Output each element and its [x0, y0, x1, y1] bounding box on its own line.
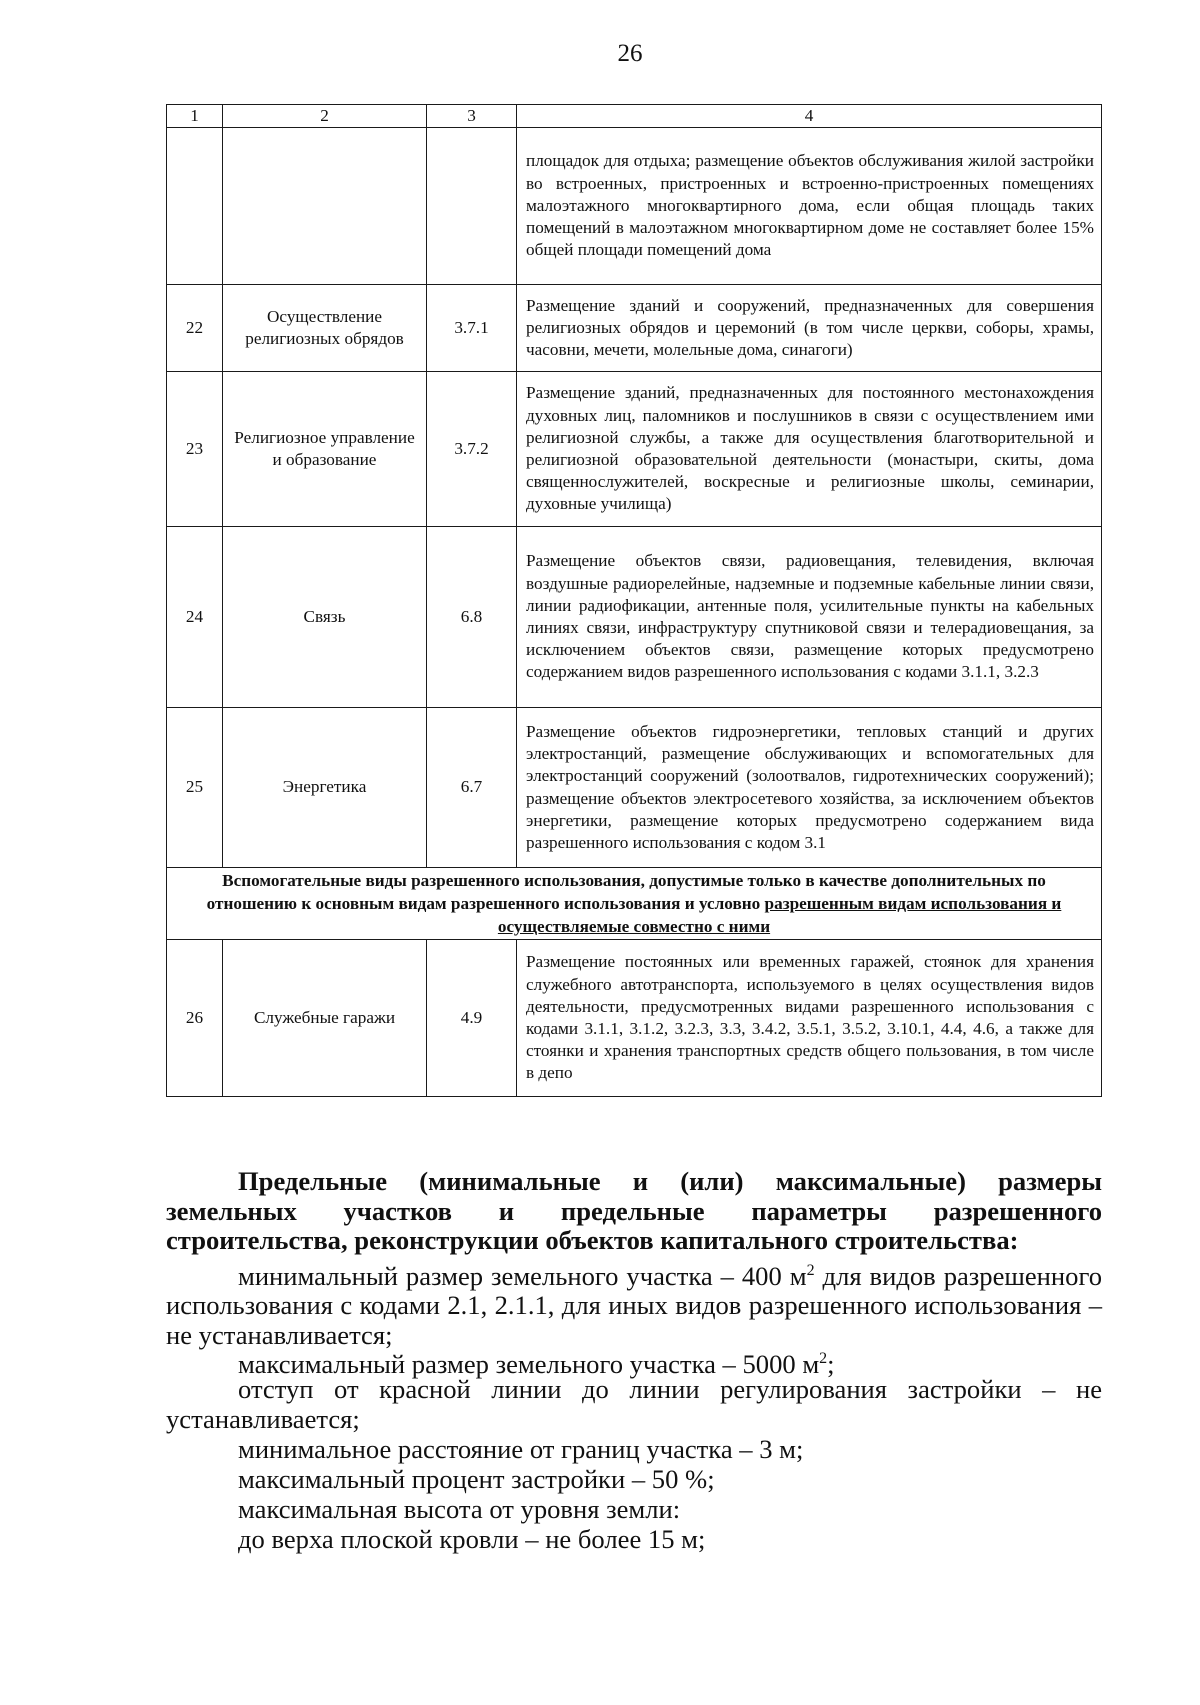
paragraph-max-height: максимальная высота от уровня земли:	[238, 1494, 681, 1524]
subheader-underlined-text: разрешенным видам использования и осуществляемые совместно с ними	[497, 894, 1062, 936]
column-number-2: 2	[223, 105, 427, 128]
paragraph-min-distance: минимальное расстояние от границ участка – 3 м;	[238, 1434, 804, 1464]
min-size-text-rest: для видов разрешенного использования с кодами 2.1, 2.1.1, для иных видов разрешенного использования – не устанавливается;	[166, 1260, 1102, 1350]
row-description: Размещение зданий и сооружений, предназначенных для совершения религиозных обрядов и церемоний (в том числе церкви, соборы, храмы, часовни, мечети, молельные дома, синагоги)	[517, 285, 1102, 372]
row-name: Служебные гаражи	[223, 940, 427, 1097]
section-heading-continued	[166, 1226, 1102, 1256]
paragraph-red-line-offset: отступ от красной линии до линии регулирования застройки – не устанавливается;	[166, 1374, 1102, 1434]
paragraph-min-size	[166, 1256, 1102, 1350]
table-header-row	[167, 105, 1102, 128]
row-description: площадок для отдыха; размещение объектов обслуживания жилой застройки во встроенных, пристроенных и встроенно-пристроенных помещениях малоэтажного многоквартирного дома, если общая площадь таких помещений в малоэтажном многоквартирном доме не составляет более 15% общей площади помещений дома	[517, 128, 1102, 285]
max-size-text: максимальный размер земельного участка – 5000 м	[238, 1348, 820, 1379]
table-row	[167, 527, 1102, 708]
row-number: 23	[167, 372, 223, 527]
max-size-text-rest: ;	[827, 1348, 835, 1379]
row-code: 6.7	[427, 708, 517, 868]
row-code: 4.9	[427, 940, 517, 1097]
row-description: Размещение постоянных или временных гаражей, стоянок для хранения служебного автотранспорта, используемого в целях осуществления видов деятельности, предусмотренных видами разрешенного использования с кодами 3.1.1, 3.1.2, 3.2.3, 3.3, 3.4.2, 3.5.1, 3.5.2, 3.10.1, 4.4, 4.6, а также для стоянки и хранения транспортных средств общего пользования, в том числе в депо	[517, 940, 1102, 1097]
row-number: 22	[167, 285, 223, 372]
table-row	[167, 708, 1102, 868]
row-description: Размещение объектов гидроэнергетики, тепловых станций и других электростанций, размещение обслуживающих и вспомогательных для электростанций сооружений (золоотвалов, гидротехнических сооружений); размещение объектов электросетевого хозяйства, за исключением объектов энергетики, размещение которых предусмотрено содержанием вида разрешенного использования с кодом 3.1	[517, 708, 1102, 868]
table-subheader-row	[167, 868, 1102, 940]
row-code: 3.7.1	[427, 285, 517, 372]
table-row	[167, 940, 1102, 1097]
subheader-bold-text: Вспомогательные виды разрешенного использования, допустимые только в качестве дополнительных по отношению к основным видам разрешенного использования и условно	[206, 871, 1046, 913]
section-heading	[166, 1167, 1102, 1226]
column-number-4: 4	[517, 105, 1102, 128]
paragraph-max-coverage: максимальный процент застройки – 50 %;	[238, 1464, 715, 1494]
row-number: 25	[167, 708, 223, 868]
row-number: 26	[167, 940, 223, 1097]
row-code: 3.7.2	[427, 372, 517, 527]
section-heading-part-1: Предельные (минимальные и (или) максимальные) размеры земельных участков и предельные параметры разрешенного	[166, 1166, 1102, 1226]
superscript: 2	[819, 1350, 828, 1367]
row-name: Религиозное управление и образование	[223, 372, 427, 527]
table-row	[167, 285, 1102, 372]
land-use-table	[166, 104, 1102, 1097]
page-number: 26	[617, 40, 643, 67]
column-number-1: 1	[167, 105, 223, 128]
row-name: Связь	[223, 527, 427, 708]
row-description: Размещение объектов связи, радиовещания, телевидения, включая воздушные радиорелейные, надземные и подземные кабельные линии связи, линии радиофикации, антенные поля, усилительные пункты на кабельных линиях связи, инфраструктуру спутниковой связи и телерадиовещания, за исключением объектов связи, размещение которых предусмотрено содержанием видов разрешенного использования с кодами 3.1.1, 3.2.3	[517, 527, 1102, 708]
superscript: 2	[806, 1262, 815, 1279]
auxiliary-uses-subheader	[167, 868, 1102, 940]
table-row	[167, 128, 1102, 285]
row-name: Осуществление религиозных обрядов	[223, 285, 427, 372]
row-number: 24	[167, 527, 223, 708]
min-size-text: минимальный размер земельного участка – 400 м	[238, 1260, 807, 1291]
row-name: Энергетика	[223, 708, 427, 868]
column-number-3: 3	[427, 105, 517, 128]
row-code: 6.8	[427, 527, 517, 708]
table-row	[167, 372, 1102, 527]
paragraph-flat-roof-height: до верха плоской кровли – не более 15 м;	[238, 1524, 706, 1554]
row-description: Размещение зданий, предназначенных для постоянного местонахождения духовных лиц, паломников и послушников в связи с осуществлением ими религиозной службы, а также для осуществления благотворительной и религиозной образовательной деятельности (монастыри, скиты, дома священнослужителей, воскресные и религиозные школы, семинарии, духовные училища)	[517, 372, 1102, 527]
section-heading-part-2: строительства, реконструкции объектов капитального строительства:	[166, 1225, 1019, 1255]
